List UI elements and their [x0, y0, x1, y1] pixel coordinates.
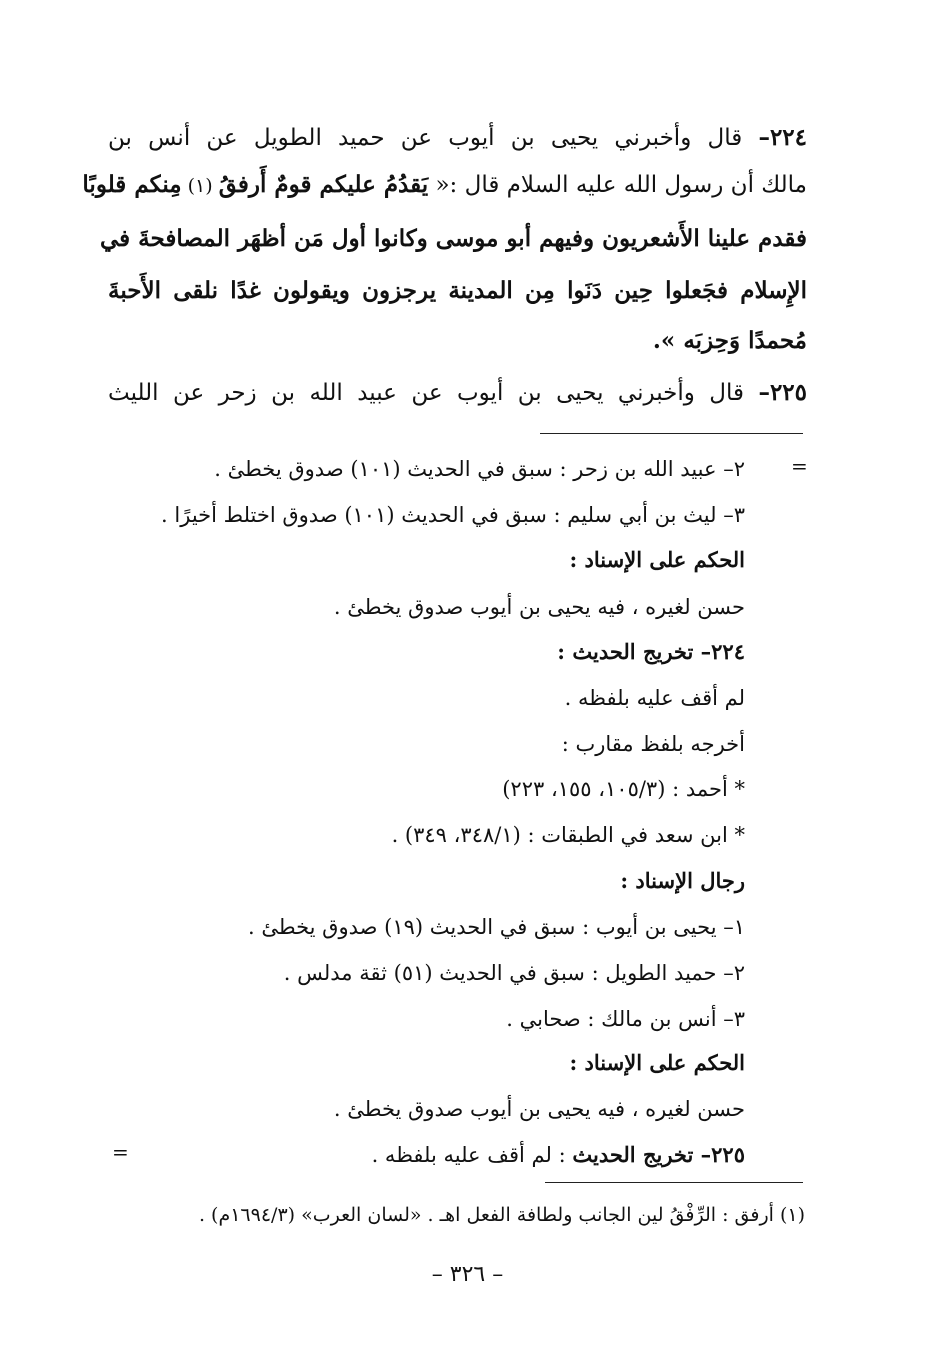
narrator-entry: ٣– ليث بن أبي سليم : سبق في الحديث (١٠١) صدوق اختلط أخيرًا . — [161, 503, 745, 527]
hadith-quote: الإِسلام فجَعلوا حِين دَنَوا مِن المدينة يرجزون ويقولون غدًا نلقى الأَحبةَ — [108, 277, 807, 304]
footnote-divider — [545, 1182, 803, 1183]
main-text: مالك أن رسول الله عليه السلام قال :« — [428, 172, 807, 198]
section-heading: الحكم على الإسناد : — [569, 1050, 745, 1075]
quote-close: ». — [652, 327, 684, 354]
section-heading: ٢٢٥– تخريج الحديث — [572, 1142, 745, 1167]
main-line-1 — [108, 123, 807, 153]
section-heading: ٢٢٤– تخريج الحديث : — [557, 639, 745, 664]
narrator-entry: ٢– حميد الطويل : سبق في الحديث (٥١) ثقة مدلس . — [283, 961, 745, 985]
narrator-entry: ٢– عبيد الله بن زحر : سبق في الحديث (١٠١) صدوق يخطئ . — [214, 457, 745, 481]
takhrij-text: أخرجه بلفظ مقارب : — [561, 732, 745, 756]
takhrij-text: لم أقف عليه بلفظه . — [564, 686, 745, 710]
main-text: قال وأخبرني يحيى بن أيوب عن حميد الطويل عن أنس بن — [108, 125, 759, 151]
ruling-text: حسن لغيره ، فيه يحيى بن أيوب صدوق يخطئ . — [333, 1097, 745, 1121]
page-number: – ٣٢٦ – — [431, 1262, 504, 1287]
main-text: قال وأخبرني يحيى بن أيوب عن عبيد الله بن زحر عن الليث — [108, 380, 759, 406]
source-entry: * أحمد : (١٠٥/٣، ١٥٥، ٢٢٣) — [502, 777, 745, 801]
main-line-3 — [99, 224, 807, 254]
hadith-quote: يَقدُمُ عليكم قومٌ أَرفقُ — [218, 171, 429, 198]
section-heading: رجال الإسناد : — [620, 868, 745, 893]
main-line-6 — [108, 378, 807, 408]
main-line-4 — [108, 276, 807, 306]
hadith-number: ٢٢٥– — [758, 379, 807, 406]
narrator-entry: ١– يحيى بن أيوب : سبق في الحديث (١٩) صدوق يخطئ . — [248, 915, 745, 939]
footnote-ref: (١) — [181, 175, 219, 197]
takhrij-line — [372, 1140, 745, 1170]
hadith-quote: فقدم علينا الأَشعريون وفيهم أبو موسى وكانوا أول مَن أظهَر المصافحةَ في — [99, 225, 807, 252]
hadith-quote: مُحمدًا وَحِزبَه — [683, 327, 807, 354]
continuation-mark: = — [791, 454, 808, 478]
end-mark: = — [112, 1140, 129, 1164]
commentary-divider — [540, 433, 803, 434]
takhrij-text: : لم أقف عليه بلفظه . — [371, 1143, 573, 1167]
section-heading: الحكم على الإسناد : — [569, 547, 745, 572]
hadith-quote: مِنكم قلوبًا — [82, 171, 182, 198]
ruling-text: حسن لغيره ، فيه يحيى بن أيوب صدوق يخطئ . — [333, 595, 745, 619]
main-line-5 — [653, 326, 807, 356]
source-entry: * ابن سعد في الطبقات : (٣٤٨/١، ٣٤٩) . — [391, 823, 745, 847]
narrator-entry: ٣– أنس بن مالك : صحابي . — [506, 1007, 745, 1031]
hadith-number: ٢٢٤– — [758, 124, 807, 151]
footnote: (١) أرفق : الرِّفْقُ لين الجانب ولطافة الفعل اهـ . «لسان العرب» (١٦٩٤/٣م) . — [198, 1204, 805, 1226]
main-line-2 — [82, 170, 807, 201]
